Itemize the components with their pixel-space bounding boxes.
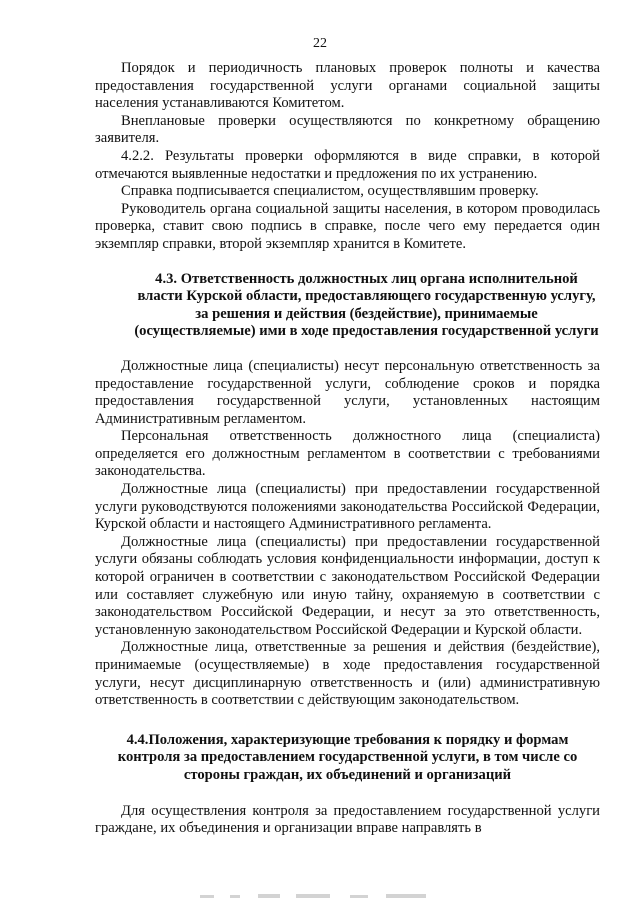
paragraph: Должностные лица (специалисты) при предоставлении государственной услуги руководствуются положениями законодательства Российской Федерации, Курской области и настоящего Административного регламента. (95, 481, 600, 533)
section-heading-4-3: 4.3. Ответственность должностных лиц органа исполнительной власти Курской области, предоставляющего государственную услугу, за решения и действия (бездействие), принимаемые (осуществляемые) ими в ходе предоставления государственной услуги (134, 270, 599, 340)
paragraph: Персональная ответственность должностного лица (специалиста) определяется его должностным регламентом в соответствии с требованиями законодательства. (95, 428, 600, 480)
paragraph: Руководитель органа социальной защиты населения, в котором проводилась проверка, ставит свою подпись в справке, после чего ему передается один экземпляр справки, второй экземпляр хранится в Комитете. (95, 200, 600, 252)
page-number: 22 (313, 36, 327, 51)
document-body (95, 60, 600, 838)
paragraph: 4.2.2. Результаты проверки оформляются в виде справки, в которой отмечаются выявленные недостатки и предложения по их устранению. (95, 147, 600, 182)
paragraph: Справка подписывается специалистом, осуществлявшим проверку. (121, 183, 539, 200)
paragraph: Должностные лица (специалисты) при предоставлении государственной услуги обязаны соблюдать условия конфиденциальности информации, доступ к которой ограничен в соответствии с законодательством Российской Федерации или составляет служебную или иную тайну, охраняемую в соответствии с законодательством Российской Федерации, и несут за это ответственность, установленную законодательством Российской Федерации и Курской области. (95, 533, 600, 638)
paragraph: Порядок и периодичность плановых проверок полноты и качества предоставления государственной услуги органами социальной защиты населения устанавливаются Комитетом. (95, 60, 600, 112)
paragraph: Должностные лица (специалисты) несут персональную ответственность за предоставление государственной услуги, соблюдение сроков и порядка предоставления государственной услуги, установленных настоящим Административным регламентом. (95, 357, 600, 427)
paragraph: Должностные лица, ответственные за решения и действия (бездействие), принимаемые (осуществляемые) в ходе предоставления государственной услуги, несут дисциплинарную ответственность и (или) административную ответственность в соответствии с действующим законодательством. (95, 639, 600, 709)
paragraph: Внеплановые проверки осуществляются по конкретному обращению заявителя. (95, 112, 600, 147)
section-heading-4-4: 4.4.Положения, характеризующие требования к порядку и формам контроля за предоставлением государственной услуги, в том числе со стороны граждан, их объединений и организаций (117, 731, 578, 783)
section-4-3-body (95, 358, 600, 710)
paragraph: Для осуществления контроля за предоставлением государственной услуги граждане, их объединения и организации вправе направлять в (95, 802, 600, 837)
section-4-4-body (95, 803, 600, 838)
cut-off-text-line (200, 893, 460, 899)
